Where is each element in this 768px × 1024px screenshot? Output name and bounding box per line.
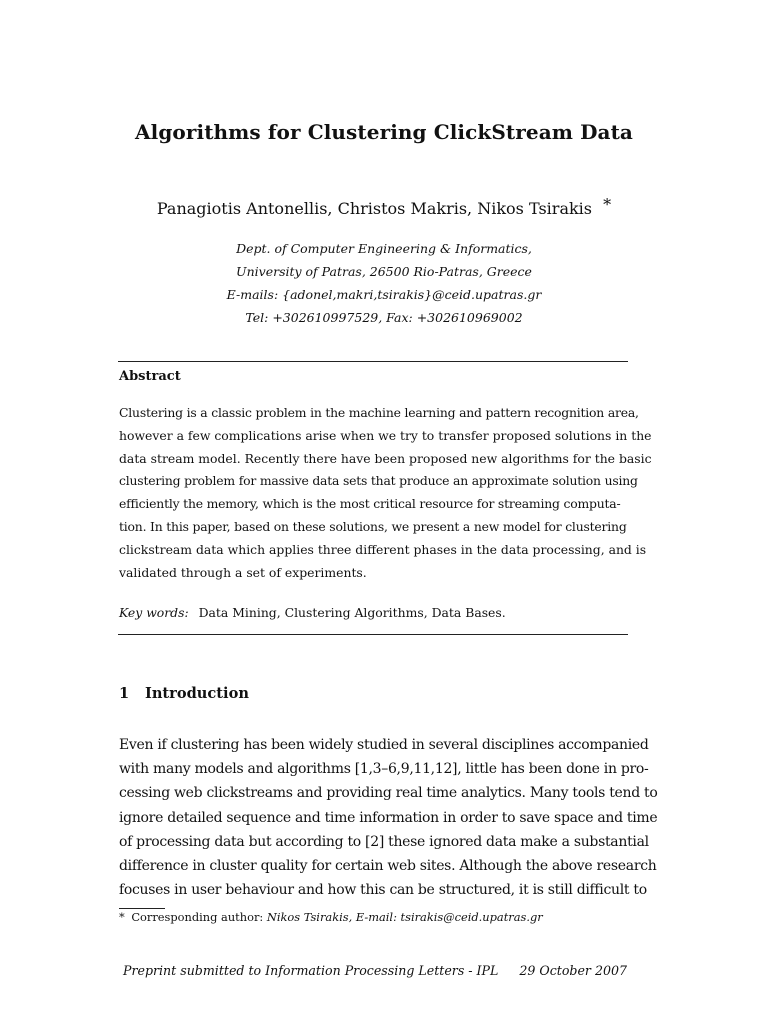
footnote-rule	[119, 908, 165, 909]
intro-line: difference in cluster quality for certain web sites. Although the above research	[119, 858, 657, 875]
intro-line: of processing data but according to [2] these ignored data make a substantial	[119, 833, 649, 850]
keywords	[119, 605, 506, 620]
abstract-body	[119, 402, 652, 584]
abstract-line: clickstream data which applies three different phases in the data processing, and is	[119, 541, 647, 557]
abstract-line: data stream model. Recently there have been proposed new algorithms for the basic	[119, 450, 652, 466]
abstract-top-rule	[118, 361, 628, 362]
affiliation-line-1: Dept. of Computer Engineering & Informatics,	[236, 241, 532, 256]
footer-submission: Preprint submitted to Information Processing Letters - IPL	[123, 963, 499, 978]
keywords-list: Data Mining, Clustering Algorithms, Data Bases.	[198, 605, 506, 620]
author-footnote-mark: *	[603, 195, 612, 214]
abstract-line: Clustering is a classic problem in the machine learning and pattern recognition area,	[119, 405, 639, 420]
abstract-bottom-rule	[118, 634, 628, 635]
intro-line: focuses in user behaviour and how this can be structured, it is still difficult to	[119, 882, 647, 899]
abstract-line: validated through a set of experiments.	[119, 564, 367, 580]
intro-line: cessing web clickstreams and providing real time analytics. Many tools tend to	[119, 785, 658, 802]
abstract-line: however a few complications arise when we try to transfer proposed solutions in the	[119, 427, 652, 443]
footnote-mark: *	[119, 910, 125, 924]
abstract-line: clustering problem for massive data sets that produce an approximate solution using	[119, 473, 638, 489]
intro-line: with many models and algorithms [1,3–6,9,11,12], little has been done in pro-	[119, 761, 649, 778]
abstract-line: tion. In this paper, based on these solutions, we present a new model for clustering	[119, 518, 627, 534]
abstract-line: efficiently the memory, which is the most critical resource for streaming computa-	[119, 496, 621, 512]
footer-date: 29 October 2007	[519, 963, 627, 978]
author-list	[0, 195, 768, 218]
section-heading	[119, 685, 249, 702]
paper-title: Algorithms for Clustering ClickStream Data	[135, 120, 633, 144]
intro-line: ignore detailed sequence and time information in order to save space and time	[119, 809, 658, 826]
abstract-heading: Abstract	[119, 369, 181, 384]
section-title: Introduction	[145, 685, 249, 702]
footnote-text: Nikos Tsirakis, E-mail: tsirakis@ceid.upatras.gr	[266, 910, 543, 924]
footnote	[119, 910, 543, 924]
intro-line: Even if clustering has been widely studied in several disciplines accompanied	[119, 737, 649, 753]
footnote-label: Corresponding author:	[131, 910, 264, 924]
section-number: 1	[119, 685, 130, 702]
affiliation-emails: E-mails: {adonel,makri,tsirakis}@ceid.upatras.gr	[226, 287, 542, 302]
affiliation-phone: Tel: +302610997529, Fax: +302610969002	[245, 310, 523, 325]
introduction-body	[119, 733, 658, 902]
authors-names: Panagiotis Antonellis, Christos Makris, Nikos Tsirakis	[156, 199, 593, 218]
keywords-label: Key words:	[119, 605, 189, 620]
affiliation-line-2: University of Patras, 26500 Rio-Patras, Greece	[236, 264, 532, 279]
